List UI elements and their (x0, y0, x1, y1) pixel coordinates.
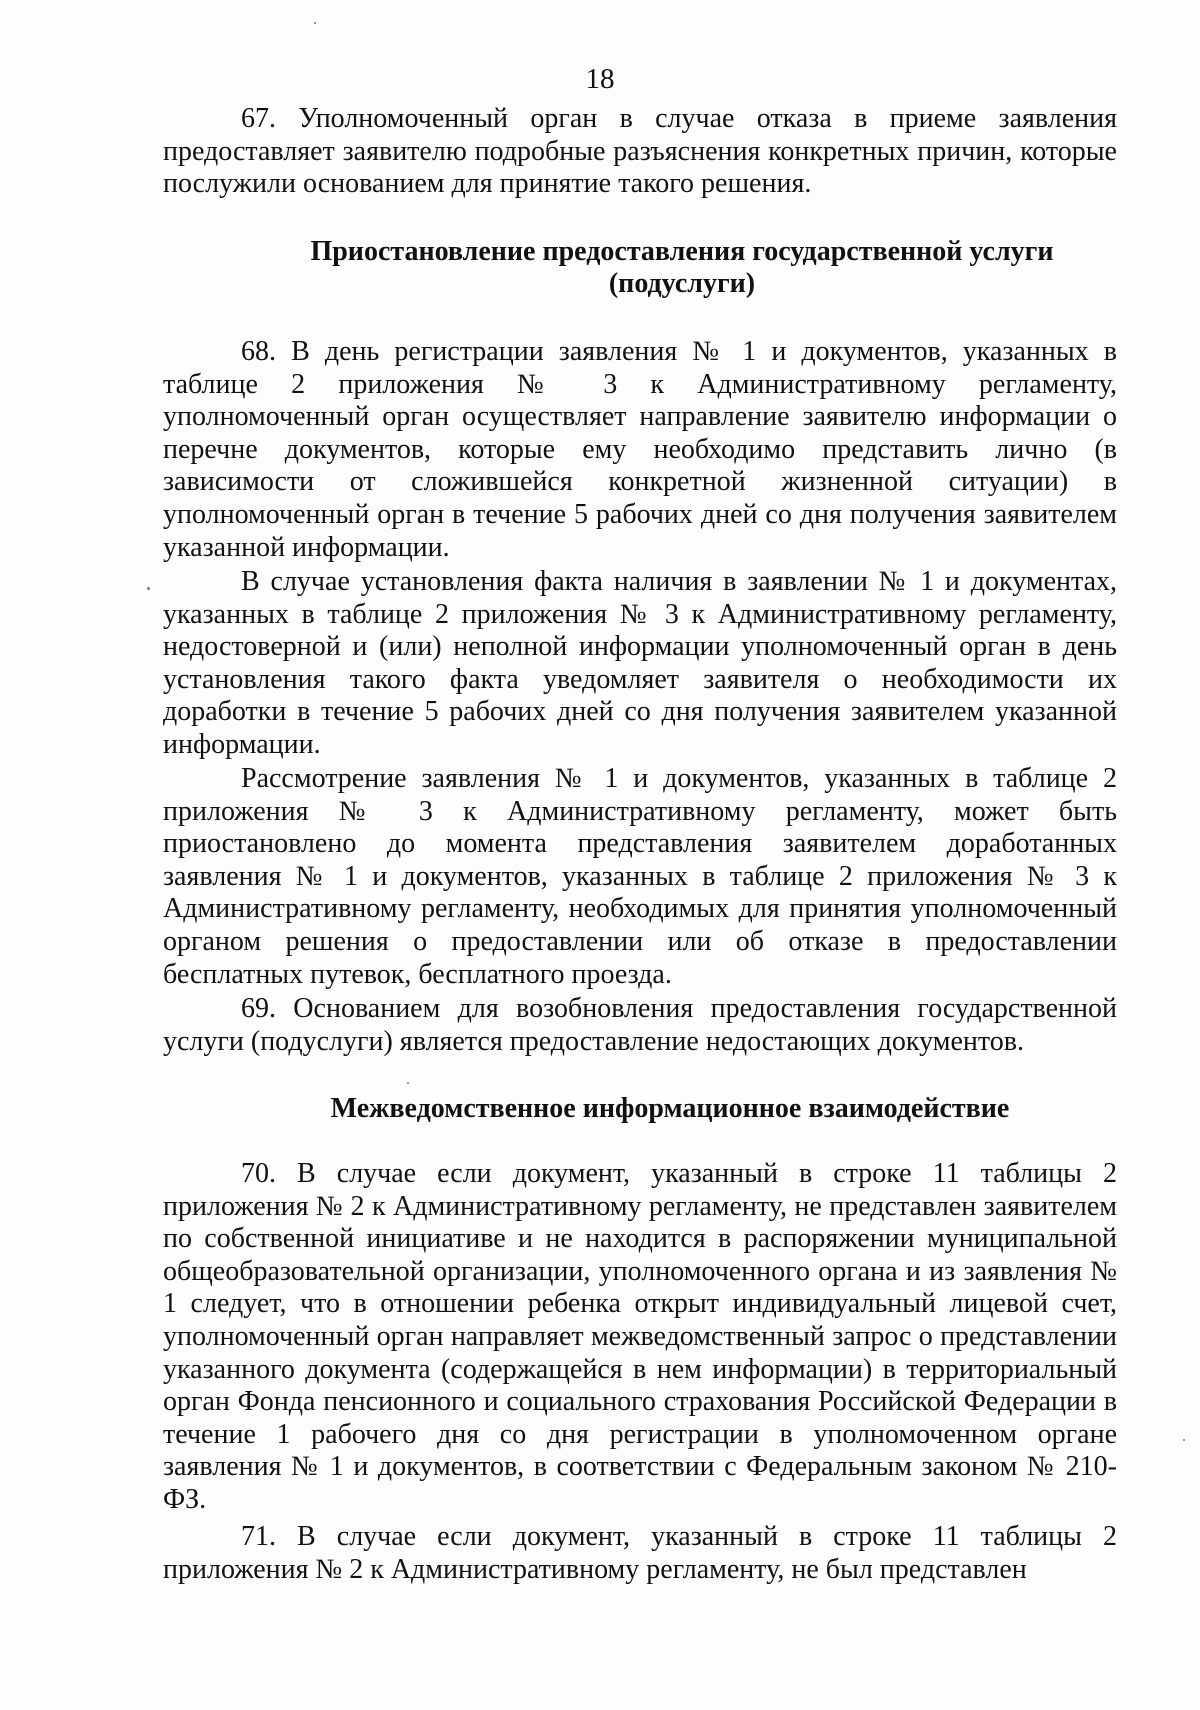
heading-suspension-line-2: (подуслуги) (608, 268, 756, 299)
scan-artifact-dot (147, 587, 150, 590)
scan-artifact-tick (407, 1082, 409, 1084)
heading-interagency: Межведомственное информационное взаимодействие (330, 1093, 1010, 1124)
page-number: 18 (585, 63, 615, 95)
paragraph-67: 67. Уполномоченный орган в случае отказа в приеме заявления предоставляет заявителю подробные разъяснения конкретных причин, которые послужили основанием для принятие такого решения. (163, 103, 1117, 200)
paragraph-70: 70. В случае если документ, указанный в строке 11 таблицы 2 приложения № 2 к Административному регламенту, не представлен заявителем по собственной инициативе и не находится в распоряжении муниципальной общеобразовательной организации, уполномоченного органа и из заявления № 1 следует, что в отношении ребенка открыт индивидуальный лицевой счет, уполномоченный орган направляет межведомственный запрос о представлении указанного документа (содержащейся в нем информации) в территориальный орган Фонда пенсионного и социального страхования Российской Федерации в течение 1 рабочего дня со дня регистрации в уполномоченном органе заявления № 1 и документов, в соответствии с Федеральным законом № 210-ФЗ. (163, 1158, 1117, 1515)
paragraph-69: 69. Основанием для возобновления предоставления государственной услуги (подуслуги) является предоставление недостающих документов. (163, 993, 1117, 1057)
heading-suspension (163, 236, 1117, 300)
paragraph-71: 71. В случае если документ, указанный в строке 11 таблицы 2 приложения № 2 к Административному регламенту, не был представлен (163, 1521, 1117, 1585)
paragraph-68-case: В случае установления факта наличия в заявлении № 1 и документах, указанных в таблице 2 приложения № 3 к Административному регламенту, недостоверной и (или) неполной информации уполномоченный орган в день установления такого факта уведомляет заявителя о необходимости их доработки в течение 5 рабочих дней со дня получения заявителем указанной информации. (163, 566, 1117, 760)
paragraph-68-review: Рассмотрение заявления № 1 и документов, указанных в таблице 2 приложения № 3 к Административному регламенту, может быть приостановлено до момента представления заявителем доработанных заявления № 1 и документов, указанных в таблице 2 приложения № 3 к Административному регламенту, необходимых для принятия уполномоченный органом решения о предоставлении или об отказе в предоставлении бесплатных путевок, бесплатного проезда. (163, 763, 1117, 990)
scan-artifact-tick (1183, 1439, 1185, 1441)
heading-suspension-line-1: Приостановление предоставления государственной услуги (310, 236, 1054, 267)
paragraph-68: 68. В день регистрации заявления № 1 и документов, указанных в таблице 2 приложения № 3 к Административному регламенту, уполномоченный орган осуществляет направление заявителю информации о перечне документов, которые ему необходимо представить лично (в зависимости от сложившейся конкретной жизненной ситуации) в уполномоченный орган в течение 5 рабочих дней со дня получения заявителем указанной информации. (163, 336, 1117, 563)
scan-artifact-tick (314, 22, 316, 24)
